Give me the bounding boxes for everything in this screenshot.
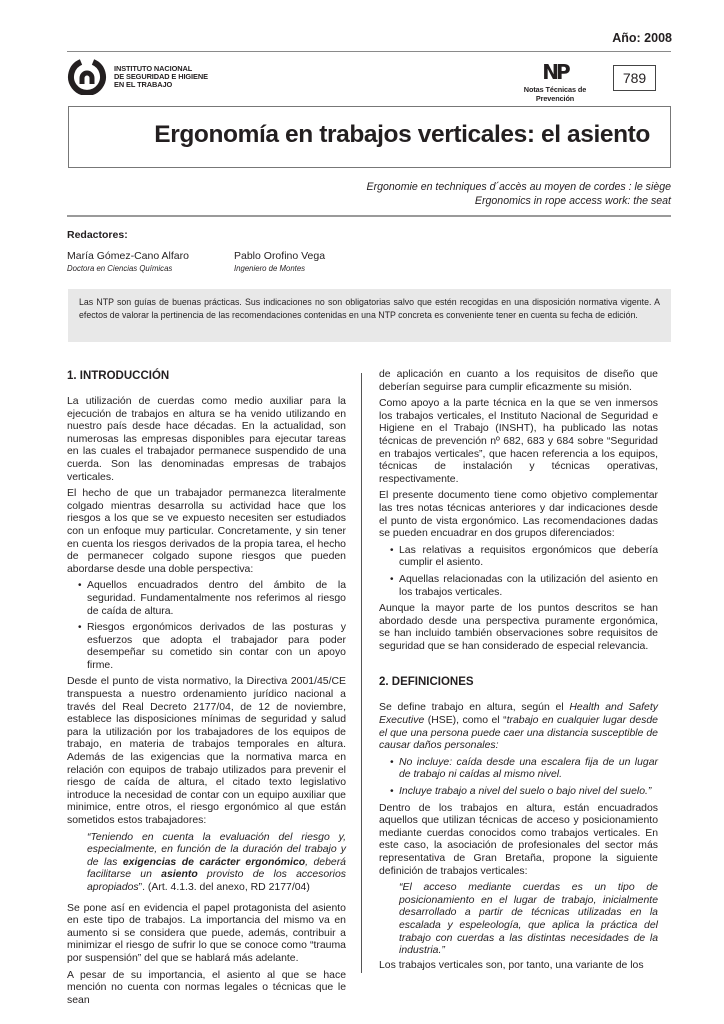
text: Se define trabajo en altura, según el [379, 702, 570, 714]
ntp-logo-icon: NP [542, 60, 568, 84]
quote-text: “Teniendo en cuenta la evaluación del riesgo y, especialmente, en función de la duración del trabajo y de las [87, 831, 346, 868]
organization-name: Health and Safety Executive [379, 702, 658, 727]
author-role: Doctora en Ciencias Químicas [67, 264, 173, 273]
authors-heading: Redactores: [67, 229, 128, 241]
paragraph: El hecho de que un trabajador permanezca literalmente colgado mientras desarrolla su actividad hace que los riesgos a los que se ve expuesto necesiten ser estudiados con un enfoque muy particular. Concretamente, y sin tener en cuenta los riesgos derivados de la propia tarea, el hecho de permanecer colgado supone riesgos que pueden abordarse desde una doble perspectiva: [67, 488, 346, 575]
section-heading-definiciones: 2. DEFINICIONES [379, 676, 474, 689]
list-item: • Incluye trabajo a nivel del suelo o bajo nivel del suelo.” [379, 786, 658, 799]
section-heading-introduccion: 1. INTRODUCCIÓN [67, 370, 170, 382]
quote-emphasis: asiento [161, 869, 198, 881]
insht-logo-icon [67, 59, 107, 95]
ntp-number-badge: 789 [613, 65, 656, 91]
quote-text: , deberá facilitarse un [87, 856, 346, 881]
author-name: María Gómez-Cano Alfaro [67, 250, 189, 262]
title-english: Ergonomics in rope access work: the seat [474, 194, 671, 207]
year-label: Año: 2008 [612, 31, 672, 45]
author [234, 250, 401, 275]
subtitle-rule [67, 215, 671, 217]
author-role: Ingeniero de Montes [234, 264, 306, 273]
alternate-titles [367, 181, 671, 208]
bullet-list [67, 580, 346, 672]
quote-text: provisto de los accesorios apropiados [87, 869, 346, 893]
definition-quote: “El acceso mediante cuerdas es un tipo de posicionamiento en el lugar de trabajo, inicialmente desarrollado a partir de técnicas utilizadas en la escalada y espeleología, que aplica la práctica del trabajo con cuerdas a las distintas necesidades de la industria.” [399, 882, 658, 957]
text: (HSE), como el “ [424, 715, 507, 727]
column-divider [361, 373, 362, 973]
ntp-branding [505, 62, 605, 103]
author-name: Pablo Orofino Vega [234, 250, 326, 262]
paragraph: Los trabajos verticales son, por tanto, una variante de los [379, 959, 644, 971]
institute-name-line3: EN EL TRABAJO [114, 80, 173, 90]
authors-block [67, 229, 401, 275]
title-french: Ergonomie en techniques d´accès au moyen de cordes : le siège [366, 181, 671, 193]
bullet-list [379, 757, 658, 799]
paragraph [379, 702, 658, 752]
institute-name-line1: INSTITUTO NACIONAL [114, 63, 193, 73]
quote-reference: ”. (Art. 4.1.3. del anexo, RD 2177/04) [138, 881, 310, 893]
definition-text: trabajo en cualquier lugar desde el que una persona puede caer una distancia susceptible de causar daños personales: [379, 715, 658, 752]
paragraph: El presente documento tiene como objetivo complementar las tres notas técnicas anteriores y dar indicaciones desde el punto de vista ergonómico. Las recomendaciones dadas se pueden encuadrar en dos grupos diferenciados: [379, 490, 658, 540]
disclaimer-notice: Las NTP son guías de buenas prácticas. Sus indicaciones no son obligatorias salvo que estén recogidas en una disposición normativa vigente. A efectos de valorar la pertinencia de las recomendaciones contenidas en una NTP concreta es conveniente tener en cuenta su fecha de edición. [68, 289, 671, 342]
column-right [379, 369, 658, 976]
legal-quote [67, 832, 346, 895]
author [67, 250, 234, 275]
paragraph: Aunque la mayor parte de los puntos descritos se han abordado desde una perspectiva puramente ergonómica, se han incluido también observaciones sobre requisitos de seguridad que se han considerado de especial relevancia. [379, 603, 658, 652]
list-item: • Aquellos encuadrados dentro del ámbito de la seguridad. Fundamentalmente nos referimos al riesgo de caída de altura. [67, 580, 346, 618]
title-box [68, 106, 671, 168]
paragraph: Se pone así en evidencia el papel protagonista del asiento en este tipo de trabajos. La importancia del mismo va en aumento si se considera que puede, además, contribuir a minimizar el riesgo de sufrir lo que se conoce como “trauma por suspensión” del que se hablará más adelante. [67, 902, 346, 964]
paragraph: La utilización de cuerdas como medio auxiliar para la ejecución de trabajos en altura se ha venido utilizando en nuestro país desde hace décadas. En la actualidad, son numerosas las empresas disponibles para ejecutar tareas en las cuales el trabajador permanece suspendido de una cuerda. Son las denominadas empresas de trabajos verticales. [67, 396, 346, 483]
institute-name-line2: DE SEGURIDAD E HIGIENE [114, 71, 208, 81]
header-rule [67, 51, 671, 52]
paragraph: Desde el punto de vista normativo, la Directiva 2001/45/CE transpuesta a nuestro ordenamiento jurídico nacional a través del Real Decreto 2177/04, de 12 de noviembre, establece las disposiciones mínimas de seguridad y salud para la utilización por los trabajadores de los equipos de trabajo, en materia de trabajos temporales en altura. Además de las exigencias que la normativa marca en relación con equipos de trabajo utilizados para prevenir el riesgo de caída de altura, el citado texto legislativo introduce la necesidad de contar con un equipo auxiliar que minimice, entre otros, el riesgo ergonómico al que están sometidos estos trabajadores: [67, 676, 346, 826]
institute-branding [67, 59, 208, 95]
list-item: • Aquellas relacionadas con la utilización del asiento en los trabajos verticales. [379, 574, 658, 599]
paragraph: de aplicación en cuanto a los requisitos de diseño que deberían seguirse para cumplir eficazmente su misión. [379, 369, 658, 393]
list-item: • Las relativas a requisitos ergonómicos que debería cumplir el asiento. [379, 545, 658, 570]
ntp-series-label: Notas Técnicas de Prevención [523, 85, 587, 103]
quote-emphasis: exigencias de carácter ergonómico [122, 856, 306, 868]
list-item: • No incluye: caída desde una escalera fija de un lugar de trabajo ni caídas al mismo nivel. [379, 757, 658, 782]
paragraph: Dentro de los trabajos en altura, están encuadrados aquellos que utilizan técnicas de acceso y posicionamiento mediante cuerdas conocidos como trabajos verticales. En este caso, la asociación de profesionales del sector más representativa de Gran Bretaña, propone la siguiente definición de trabajos verticales: [379, 802, 658, 877]
bullet-list [379, 545, 658, 599]
page-title: Ergonomía en trabajos verticales: el asiento [154, 121, 650, 148]
paragraph: A pesar de su importancia, el asiento al que se hace mención no cuenta con normas legales o técnicas que le sean [67, 969, 346, 1006]
list-item: • Riesgos ergonómicos derivados de las posturas y esfuerzos que adopta el trabajador para poder desempeñar su cometido sin contar con un apoyo firme. [67, 622, 346, 672]
column-left [67, 369, 346, 1011]
paragraph: Como apoyo a la parte técnica en la que se ven inmersos los trabajos verticales, el Instituto Nacional de Seguridad e Higiene en el Trabajo (INSHT), ha publicado las notas técnicas de prevención nº 682, 683 y 684 sobre “Seguridad en trabajos verticales”, que hacen referencia a los equipos, técnicas de instalación y técnicas operativas, respectivamente. [379, 398, 658, 485]
